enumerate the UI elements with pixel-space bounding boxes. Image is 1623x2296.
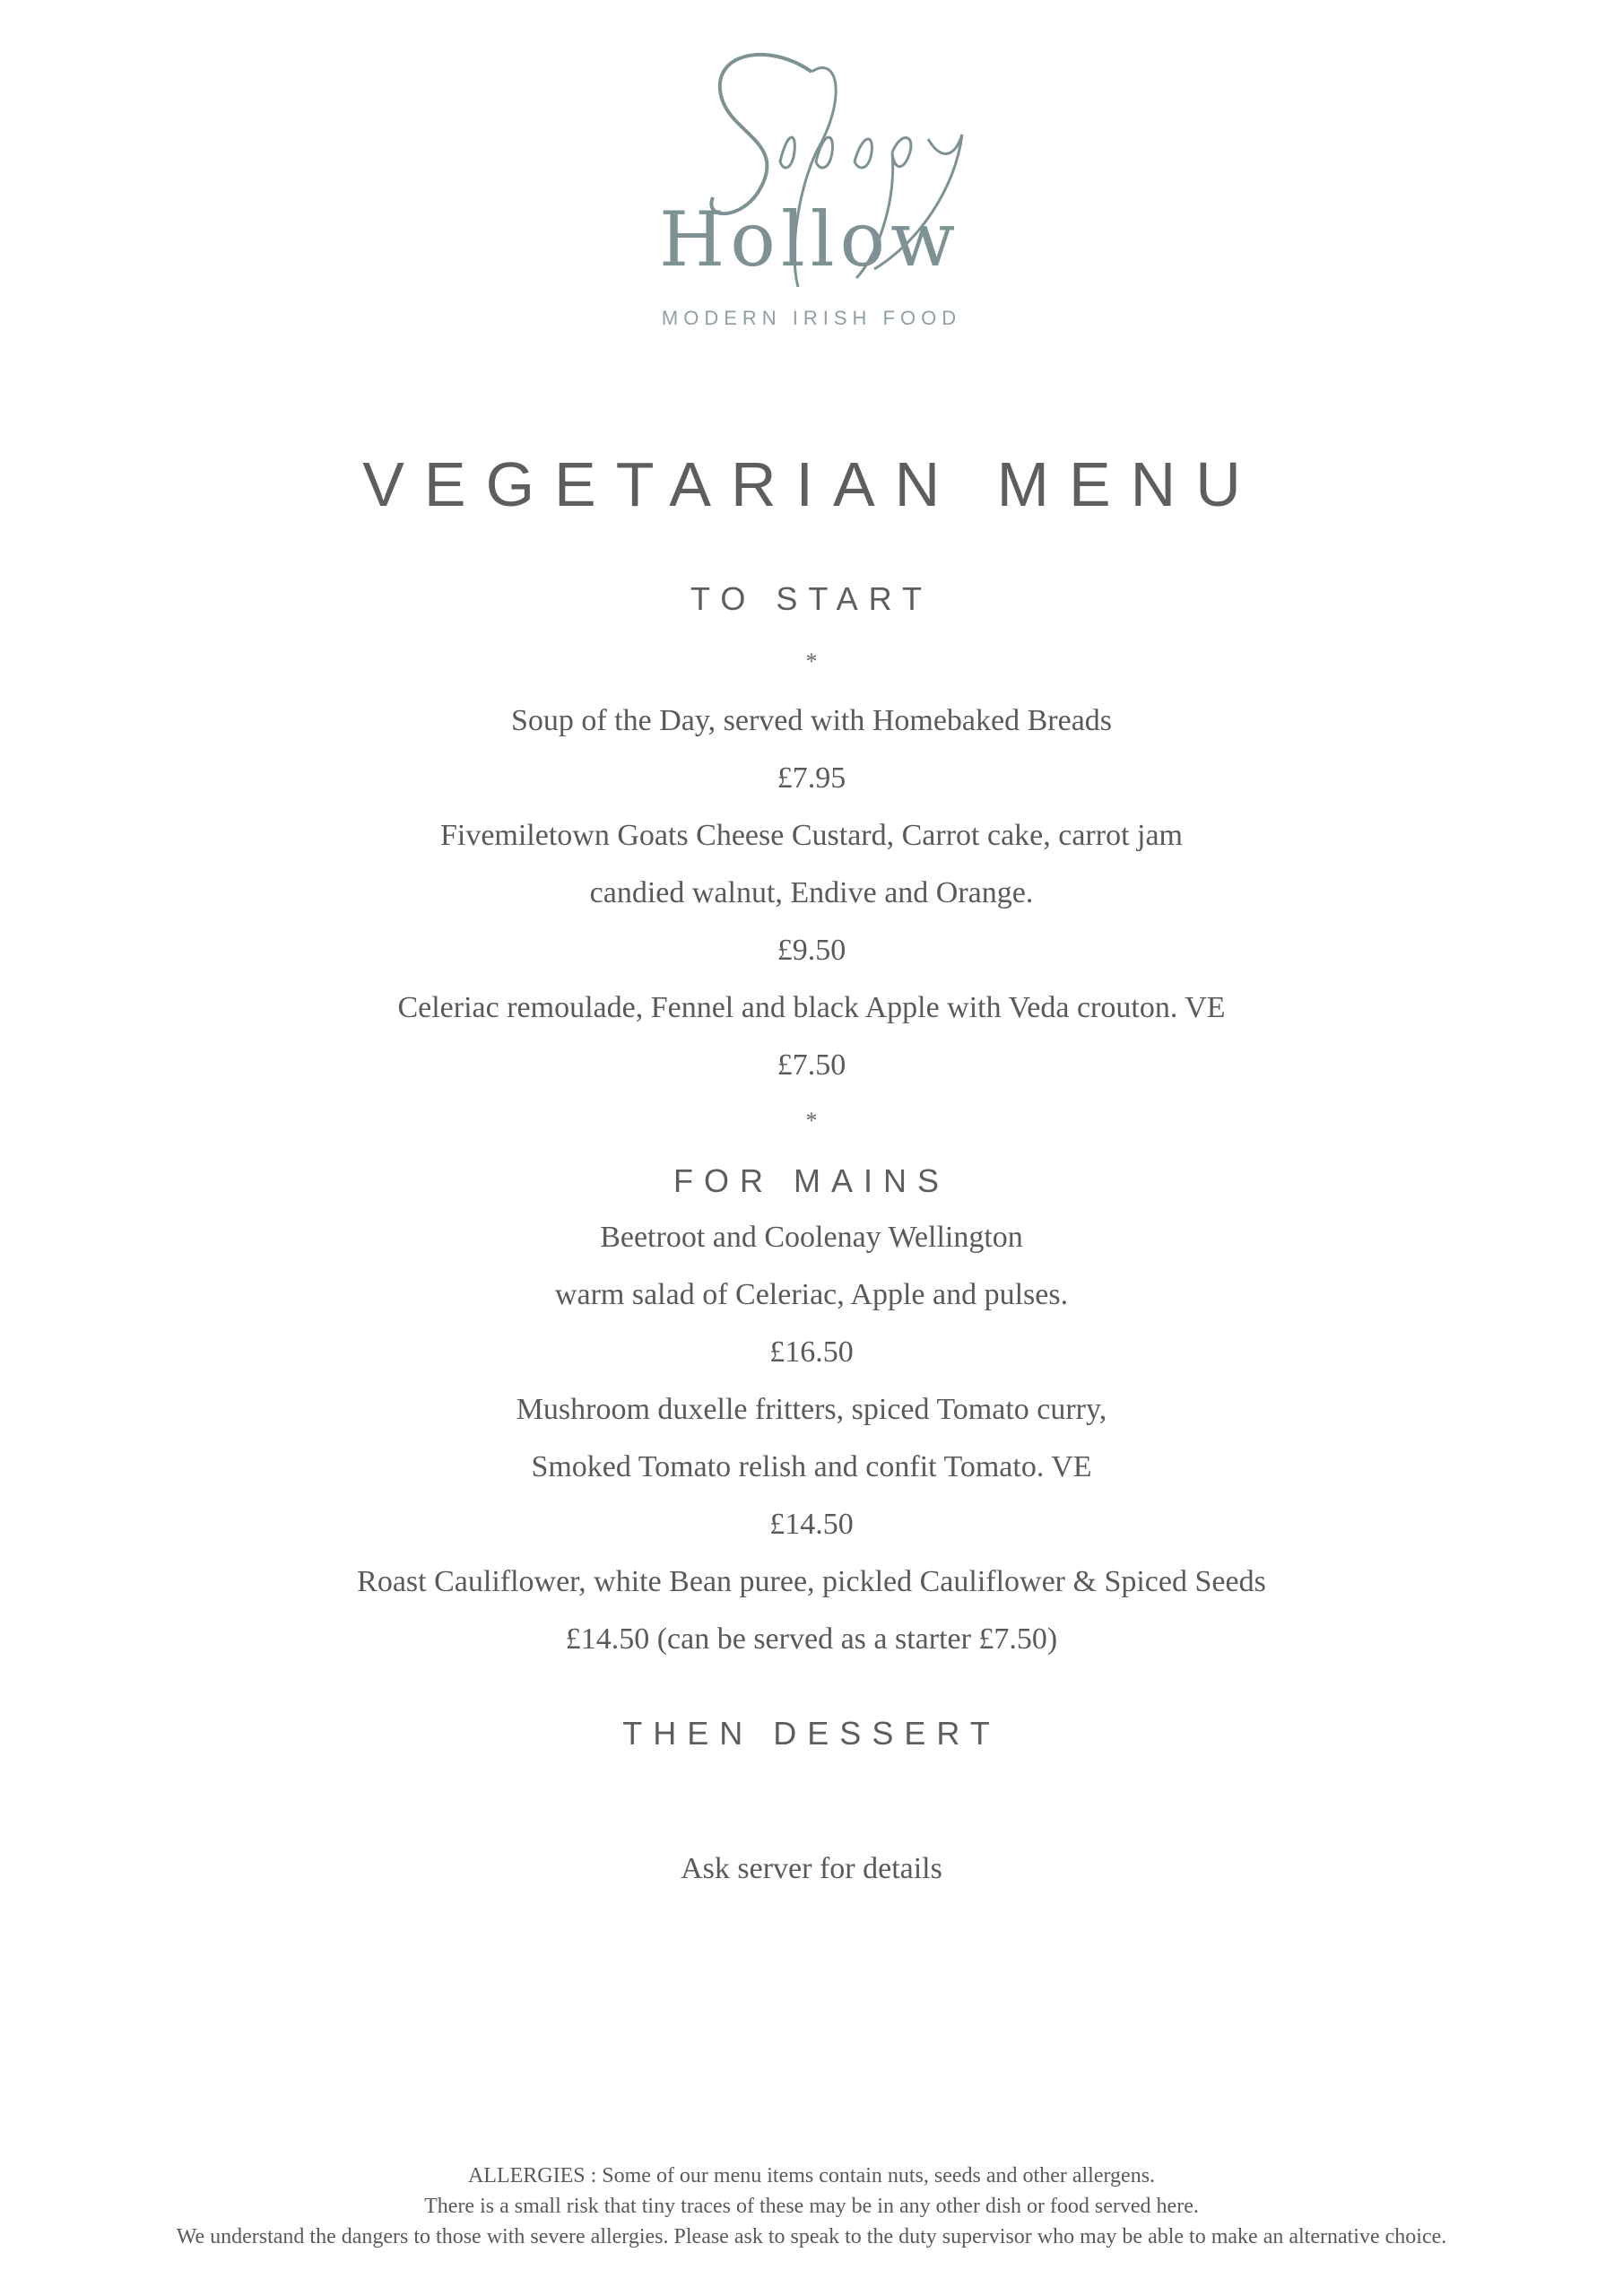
menu-item-price: £14.50 (can be served as a starter £7.50) [565,1622,1058,1656]
menu-item-price: £7.95 [777,761,846,795]
menu-item-price: £14.50 [769,1508,854,1541]
section-heading-mains: FOR MAINS [673,1162,950,1199]
menu-item-line: Celeriac remoulade, Fennel and black Apple with Veda crouton. VE [397,991,1226,1024]
menu-item-line: Roast Cauliflower, white Bean puree, pickled Cauliflower & Spiced Seeds [357,1565,1266,1598]
menu-item-price: £9.50 [777,934,846,967]
logo-wordmark: Hollow [659,196,961,283]
allergy-notice-line: There is a small risk that tiny traces of these may be in any other dish or food served here. [424,2195,1199,2218]
menu-item-line: Soup of the Day, served with Homebaked Breads [510,704,1113,737]
allergy-notice-line: ALLERGIES : Some of our menu items contain nuts, seeds and other allergens. [467,2164,1156,2187]
logo [632,36,991,305]
separator-start: * [805,648,818,674]
menu-item-line: Fivemiletown Goats Cheese Custard, Carrot cake, carrot jam [439,819,1184,852]
page-title: VEGETARIAN MENU [362,449,1261,519]
separator-end-start: * [805,1108,818,1134]
menu-item-line: candied walnut, Endive and Orange. [589,876,1034,909]
menu-item-line: Smoked Tomato relish and confit Tomato. VE [531,1450,1092,1483]
menu-item-line: warm salad of Celeriac, Apple and pulses. [554,1278,1069,1311]
logo-tagline: MODERN IRISH FOOD [661,307,962,329]
menu-item-line: Beetroot and Coolenay Wellington [600,1221,1023,1254]
allergy-notice-line: We understand the dangers to those with severe allergies. Please ask to speak to the duty supervisor who may be able to make an alternative choice. [176,2225,1447,2248]
menu-item-line: Mushroom duxelle fritters, spiced Tomato curry, [516,1393,1107,1426]
menu-item-price: £7.50 [777,1048,846,1082]
menu-item-line: Ask server for details [681,1852,942,1885]
menu-item-price: £16.50 [769,1335,854,1369]
section-heading-start: TO START [690,580,933,617]
section-heading-dessert: THEN DESSERT [622,1715,1001,1752]
